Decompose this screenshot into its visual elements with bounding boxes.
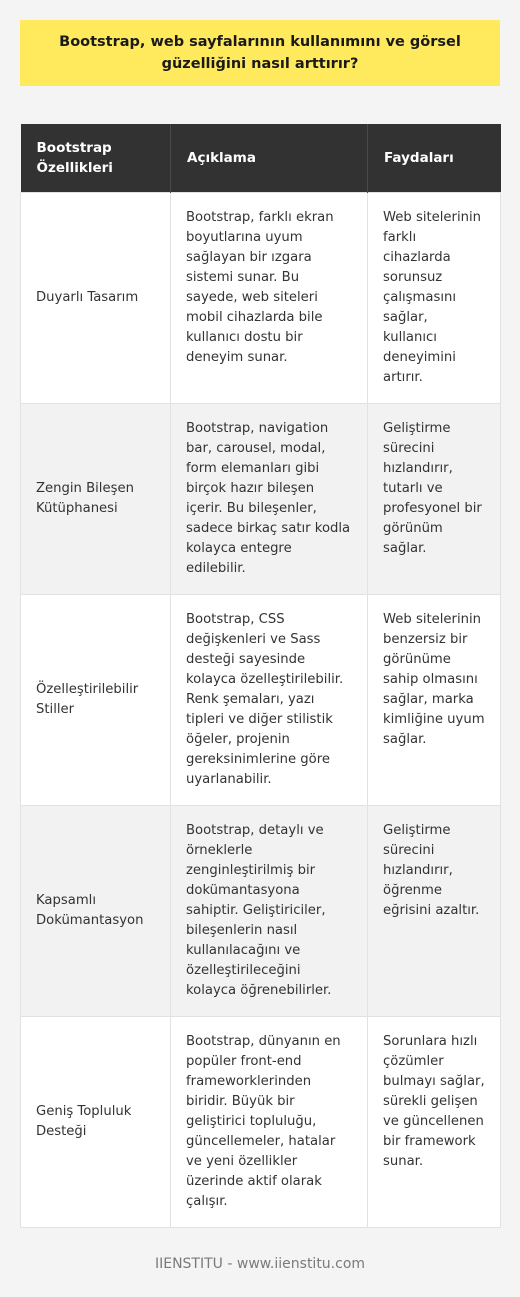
table-body: [21, 193, 501, 1228]
benefit-cell: Sorunlara hızlı çözümler bulmayı sağlar, sürekli gelişen ve güncellenen bir framework sunar.: [368, 1017, 501, 1228]
benefit-cell: Web sitelerinin farklı cihazlarda sorunsuz çalışmasını sağlar, kullanıcı deneyimini artırır.: [368, 193, 501, 404]
feature-cell: Kapsamlı Dokümantasyon: [21, 806, 171, 1017]
footer-credit: IIENSTITU - www.iienstitu.com: [154, 1256, 366, 1272]
header-row: [21, 124, 501, 193]
description-cell: Bootstrap, farklı ekran boyutlarına uyum sağlayan bir ızgara sistemi sunar. Bu sayede, web siteleri mobil cihazlarda bile kullanıcı dostu bir deneyim sunar.: [171, 193, 368, 404]
title-banner: [20, 20, 500, 86]
description-cell: Bootstrap, dünyanın en popüler front-end frameworklerinden biridir. Büyük bir geliştirici topluluğu, güncellemeler, hatalar ve yeni özellikler üzerinde aktif olarak çalışır.: [171, 1017, 368, 1228]
table-row: [21, 193, 501, 404]
table-row: [21, 404, 501, 595]
benefit-cell: Geliştirme sürecini hızlandırır, tutarlı ve profesyonel bir görünüm sağlar.: [368, 404, 501, 595]
features-table: [20, 124, 501, 1228]
column-header-benefits: Faydaları: [368, 124, 501, 193]
description-cell: Bootstrap, detaylı ve örneklerle zenginleştirilmiş bir dokümantasyona sahiptir. Geliştiriciler, bileşenlerin nasıl kullanılacağını ve özelleştirileceğini kolayca öğrenebilirler.: [171, 806, 368, 1017]
column-header-features: Bootstrap Özellikleri: [21, 124, 171, 193]
description-cell: Bootstrap, CSS değişkenleri ve Sass desteği sayesinde kolayca özelleştirilebilir. Renk şemaları, yazı tipleri ve diğer stilistik öğeler, projenin gereksinimlerine göre uyarlanabilir.: [171, 595, 368, 806]
description-cell: Bootstrap, navigation bar, carousel, modal, form elemanları gibi birçok hazır bileşen içerir. Bu bileşenler, sadece birkaç satır kodla kolayca entegre edilebilir.: [171, 404, 368, 595]
feature-cell: Geniş Topluluk Desteği: [21, 1017, 171, 1228]
feature-cell: Zengin Bileşen Kütüphanesi: [21, 404, 171, 595]
benefit-cell: Web sitelerinin benzersiz bir görünüme sahip olmasını sağlar, marka kimliğine uyum sağlar.: [368, 595, 501, 806]
column-header-description: Açıklama: [171, 124, 368, 193]
page-title: Bootstrap, web sayfalarının kullanımını ve görsel güzelliğini nasıl arttırır?: [59, 34, 461, 72]
benefit-cell: Geliştirme sürecini hızlandırır, öğrenme eğrisini azaltır.: [368, 806, 501, 1017]
table-row: [21, 806, 501, 1017]
feature-cell: Özelleştirilebilir Stiller: [21, 595, 171, 806]
table-row: [21, 595, 501, 806]
table-header: [21, 124, 501, 193]
feature-cell: Duyarlı Tasarım: [21, 193, 171, 404]
table-row: [21, 1017, 501, 1228]
